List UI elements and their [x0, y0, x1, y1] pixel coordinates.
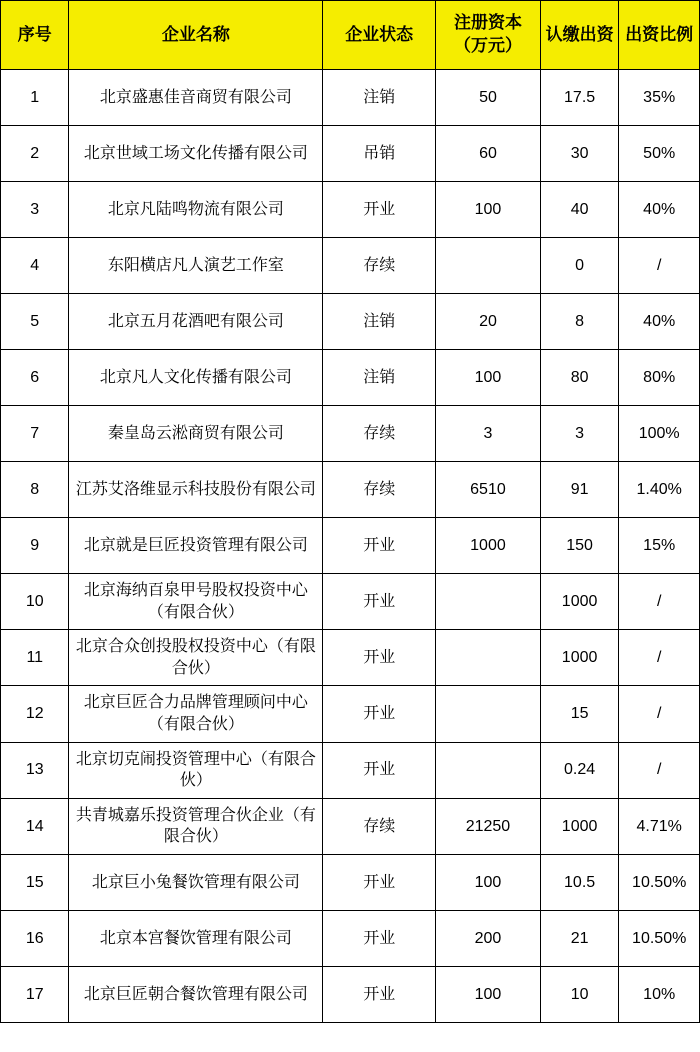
table-row: [1, 910, 700, 966]
cell-company-name: 北京凡人文化传播有限公司: [69, 350, 323, 406]
cell-ratio: 40%: [619, 294, 700, 350]
cell-capital: [436, 574, 541, 630]
cell-company-name: 北京盛惠佳音商贸有限公司: [69, 70, 323, 126]
cell-company-name: 北京巨匠合力品牌管理顾问中心（有限合伙）: [69, 686, 323, 742]
cell-company-name: 北京凡陆鸣物流有限公司: [69, 182, 323, 238]
cell-company-name: 北京合众创投股权投资中心（有限合伙）: [69, 630, 323, 686]
cell-ratio: 1.40%: [619, 462, 700, 518]
cell-ratio: 10%: [619, 966, 700, 1022]
cell-index: 6: [1, 350, 69, 406]
cell-index: 7: [1, 406, 69, 462]
cell-ratio: /: [619, 742, 700, 798]
cell-paid: 30: [540, 126, 619, 182]
cell-paid: 1000: [540, 574, 619, 630]
cell-status: 开业: [323, 910, 436, 966]
cell-ratio: 10.50%: [619, 854, 700, 910]
cell-index: 11: [1, 630, 69, 686]
cell-status: 存续: [323, 238, 436, 294]
table-body: [1, 70, 700, 1023]
cell-ratio: /: [619, 630, 700, 686]
table-row: [1, 798, 700, 854]
cell-index: 16: [1, 910, 69, 966]
table-row: [1, 854, 700, 910]
cell-company-name: 北京巨匠朝合餐饮管理有限公司: [69, 966, 323, 1022]
cell-status: 开业: [323, 854, 436, 910]
cell-capital: 3: [436, 406, 541, 462]
table-row: [1, 574, 700, 630]
column-header-paid: 认缴出资: [540, 1, 619, 70]
cell-index: 10: [1, 574, 69, 630]
cell-company-name: 北京切克闹投资管理中心（有限合伙）: [69, 742, 323, 798]
cell-company-name: 江苏艾洛维显示科技股份有限公司: [69, 462, 323, 518]
cell-index: 14: [1, 798, 69, 854]
cell-paid: 91: [540, 462, 619, 518]
column-header-capital: 注册资本（万元）: [436, 1, 541, 70]
cell-index: 1: [1, 70, 69, 126]
cell-capital: 200: [436, 910, 541, 966]
cell-company-name: 东阳横店凡人演艺工作室: [69, 238, 323, 294]
cell-status: 开业: [323, 966, 436, 1022]
cell-paid: 17.5: [540, 70, 619, 126]
column-header-status: 企业状态: [323, 1, 436, 70]
cell-ratio: 80%: [619, 350, 700, 406]
cell-paid: 21: [540, 910, 619, 966]
cell-status: 开业: [323, 182, 436, 238]
cell-status: 开业: [323, 630, 436, 686]
table-row: [1, 126, 700, 182]
cell-paid: 40: [540, 182, 619, 238]
cell-status: 存续: [323, 406, 436, 462]
cell-ratio: 40%: [619, 182, 700, 238]
cell-index: 17: [1, 966, 69, 1022]
cell-status: 开业: [323, 686, 436, 742]
cell-capital: [436, 742, 541, 798]
cell-ratio: 35%: [619, 70, 700, 126]
cell-company-name: 北京巨小兔餐饮管理有限公司: [69, 854, 323, 910]
cell-ratio: 15%: [619, 518, 700, 574]
cell-capital: 20: [436, 294, 541, 350]
cell-status: 吊销: [323, 126, 436, 182]
cell-status: 开业: [323, 518, 436, 574]
table-row: [1, 686, 700, 742]
cell-paid: 10: [540, 966, 619, 1022]
table-row: [1, 294, 700, 350]
cell-capital: 100: [436, 966, 541, 1022]
cell-capital: [436, 686, 541, 742]
cell-capital: 21250: [436, 798, 541, 854]
cell-paid: 1000: [540, 630, 619, 686]
cell-index: 9: [1, 518, 69, 574]
cell-company-name: 北京就是巨匠投资管理有限公司: [69, 518, 323, 574]
cell-status: 注销: [323, 350, 436, 406]
cell-status: 注销: [323, 70, 436, 126]
cell-index: 8: [1, 462, 69, 518]
cell-paid: 15: [540, 686, 619, 742]
cell-company-name: 北京本宫餐饮管理有限公司: [69, 910, 323, 966]
table-row: [1, 518, 700, 574]
cell-company-name: 共青城嘉乐投资管理合伙企业（有限合伙）: [69, 798, 323, 854]
cell-index: 3: [1, 182, 69, 238]
cell-status: 开业: [323, 574, 436, 630]
cell-company-name: 北京海纳百泉甲号股权投资中心（有限合伙）: [69, 574, 323, 630]
cell-status: 存续: [323, 462, 436, 518]
cell-paid: 0: [540, 238, 619, 294]
cell-company-name: 北京五月花酒吧有限公司: [69, 294, 323, 350]
table-row: [1, 182, 700, 238]
table-row: [1, 238, 700, 294]
cell-capital: [436, 238, 541, 294]
cell-status: 存续: [323, 798, 436, 854]
table-row: [1, 742, 700, 798]
cell-paid: 8: [540, 294, 619, 350]
cell-capital: 1000: [436, 518, 541, 574]
cell-capital: [436, 630, 541, 686]
cell-ratio: 4.71%: [619, 798, 700, 854]
cell-index: 13: [1, 742, 69, 798]
cell-index: 5: [1, 294, 69, 350]
cell-company-name: 北京世域工场文化传播有限公司: [69, 126, 323, 182]
cell-company-name: 秦皇岛云淞商贸有限公司: [69, 406, 323, 462]
column-header-index: 序号: [1, 1, 69, 70]
table-row: [1, 462, 700, 518]
column-header-name: 企业名称: [69, 1, 323, 70]
cell-ratio: /: [619, 238, 700, 294]
cell-capital: 100: [436, 182, 541, 238]
cell-paid: 0.24: [540, 742, 619, 798]
cell-capital: 100: [436, 350, 541, 406]
cell-capital: 100: [436, 854, 541, 910]
cell-ratio: 100%: [619, 406, 700, 462]
cell-index: 15: [1, 854, 69, 910]
table-row: [1, 70, 700, 126]
cell-capital: 60: [436, 126, 541, 182]
cell-status: 注销: [323, 294, 436, 350]
cell-ratio: /: [619, 574, 700, 630]
cell-capital: 6510: [436, 462, 541, 518]
table-row: [1, 406, 700, 462]
cell-index: 12: [1, 686, 69, 742]
column-header-ratio: 出资比例: [619, 1, 700, 70]
cell-paid: 80: [540, 350, 619, 406]
cell-ratio: /: [619, 686, 700, 742]
cell-paid: 1000: [540, 798, 619, 854]
cell-paid: 10.5: [540, 854, 619, 910]
cell-paid: 3: [540, 406, 619, 462]
cell-ratio: 50%: [619, 126, 700, 182]
table-row: [1, 966, 700, 1022]
table-row: [1, 630, 700, 686]
cell-status: 开业: [323, 742, 436, 798]
table-header-row: [1, 1, 700, 70]
cell-capital: 50: [436, 70, 541, 126]
cell-ratio: 10.50%: [619, 910, 700, 966]
cell-index: 2: [1, 126, 69, 182]
table-row: [1, 350, 700, 406]
table-header: [1, 1, 700, 70]
cell-paid: 150: [540, 518, 619, 574]
cell-index: 4: [1, 238, 69, 294]
